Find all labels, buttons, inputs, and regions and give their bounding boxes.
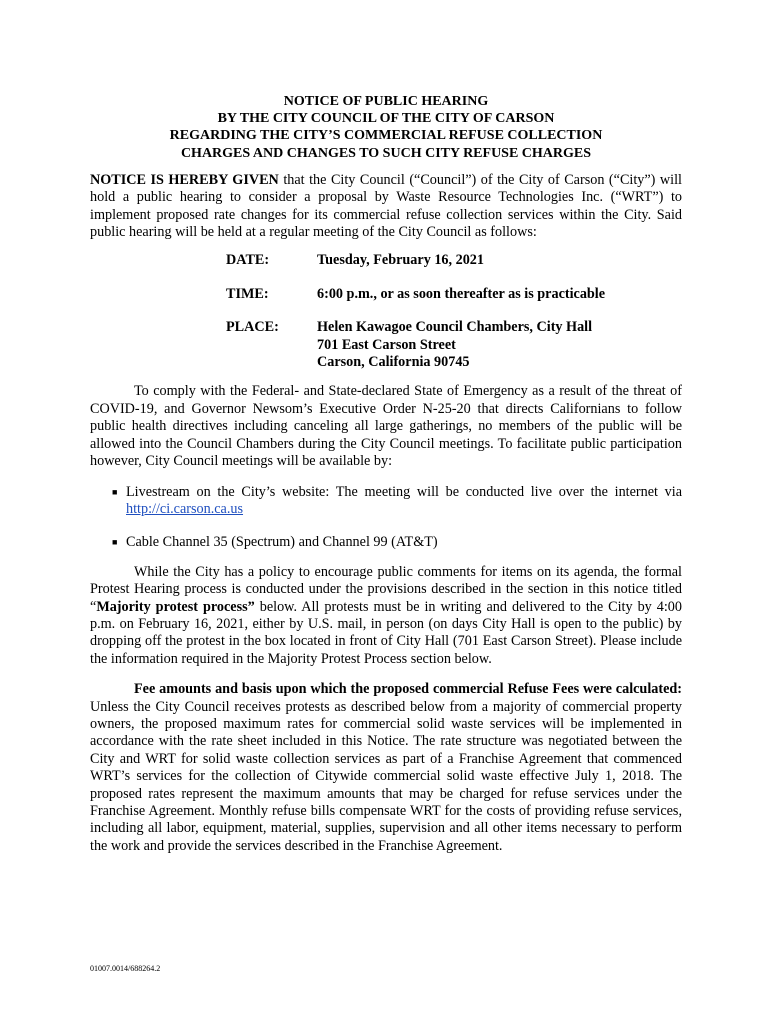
- city-website-link[interactable]: http://ci.carson.ca.us: [126, 500, 244, 517]
- fees-body: Unless the City Council receives protests as described below from a majority of commercial property owners, the proposed maximum rates for commercial solid waste services will be implemented in accordance with the rate sheet included in this Notice. The rate structure was negotiated between the City and WRT for solid waste collection services as part of a Franchise Agreement that commenced WRT’s services for the collection of Citywide commercial solid waste effective July 1, 2018. The proposed rates represent the maximum amounts that may be charged for refuse services under the Franchise Agreement. Monthly refuse bills compensate WRT for the costs of providing refuse services, including all labor, equipment, material, supplies, supervision and all other items necessary to perform the work and provide the services described in the Franchise Agreement.: [90, 698, 682, 854]
- list-item: [90, 534, 682, 551]
- protest-text-1: While the City has a policy to encourage public comments for items on its agenda, the formal Protest Hearing process is conducted under the provisions described in the section in this notice titled “: [90, 563, 682, 615]
- time-label: TIME:: [226, 285, 269, 302]
- livestream-text: Livestream on the City’s website: The meeting will be conducted live over the internet via: [126, 483, 682, 500]
- place-line-1: Helen Kawagoe Council Chambers, City Hall: [317, 319, 593, 336]
- title-line-1: NOTICE OF PUBLIC HEARING: [283, 94, 489, 109]
- intro-lead: NOTICE IS HEREBY GIVEN: [90, 171, 279, 188]
- access-options-list: [90, 484, 682, 552]
- place-label: PLACE:: [226, 319, 279, 336]
- date-label: DATE:: [226, 252, 270, 269]
- place-row: [226, 319, 682, 371]
- hearing-details: [226, 252, 682, 371]
- protest-text-2: below. All protests must be in writing and delivered to the City by 4:00 p.m. on February 16, 2021, either by U.S. mail, in person (on days City Hall is open to the public) by dropping off the protest in the box located in front of City Hall (701 East Carson Street). Please include the information required in the Majority Protest Process section below.: [90, 598, 682, 667]
- notice-title: [90, 93, 682, 162]
- document-id-footer: 01007.0014/688264.2: [90, 964, 161, 973]
- place-value: [317, 319, 592, 371]
- place-line-2: 701 East Carson Street: [317, 336, 456, 353]
- time-value: 6:00 p.m., or as soon thereafter as is practicable: [317, 285, 606, 302]
- title-line-2: BY THE CITY COUNCIL OF THE CITY OF CARSON: [217, 111, 555, 127]
- cable-channel-text: Cable Channel 35 (Spectrum) and Channel 99 (AT&T): [126, 534, 438, 551]
- time-row: [226, 286, 682, 303]
- square-bullet-icon: ■: [112, 486, 118, 497]
- covid-paragraph: To comply with the Federal- and State-declared State of Emergency as a result of the threat of COVID-19, and Governor Newsom’s Executive Order N-25-20 that directs Californians to follow public health directives including canceling all large gatherings, no members of the public will be allowed into the Council Chambers during the City Council meetings. To facilitate public participation however, City Council meetings will be available by:: [90, 383, 682, 470]
- intro-body: that the City Council (“Council”) of the City of Carson (“City”) will hold a public hearing to consider a proposal by Waste Resource Technologies Inc. (“WRT”) to implement proposed rate changes for its commercial refuse collection services within the City. Said public hearing will be held at a regular meeting of the City Council as follows:: [90, 171, 682, 241]
- date-value: Tuesday, February 16, 2021: [317, 252, 484, 269]
- square-bullet-icon: ■: [112, 537, 118, 548]
- document-page: [90, 93, 682, 855]
- title-line-3: REGARDING THE CITY’S COMMERCIAL REFUSE COLLECTION: [169, 128, 603, 144]
- date-row: [226, 252, 682, 269]
- list-item: [90, 484, 682, 519]
- fees-heading: Fee amounts and basis upon which the proposed commercial Refuse Fees were calculated:: [134, 681, 682, 698]
- title-line-4: CHARGES AND CHANGES TO SUCH CITY REFUSE CHARGES: [180, 145, 592, 161]
- protest-bold-title: Majority protest process”: [96, 598, 255, 615]
- place-line-3: Carson, California 90745: [317, 354, 470, 371]
- fees-paragraph: [90, 681, 682, 855]
- intro-paragraph: [90, 172, 682, 242]
- protest-paragraph: [90, 564, 682, 668]
